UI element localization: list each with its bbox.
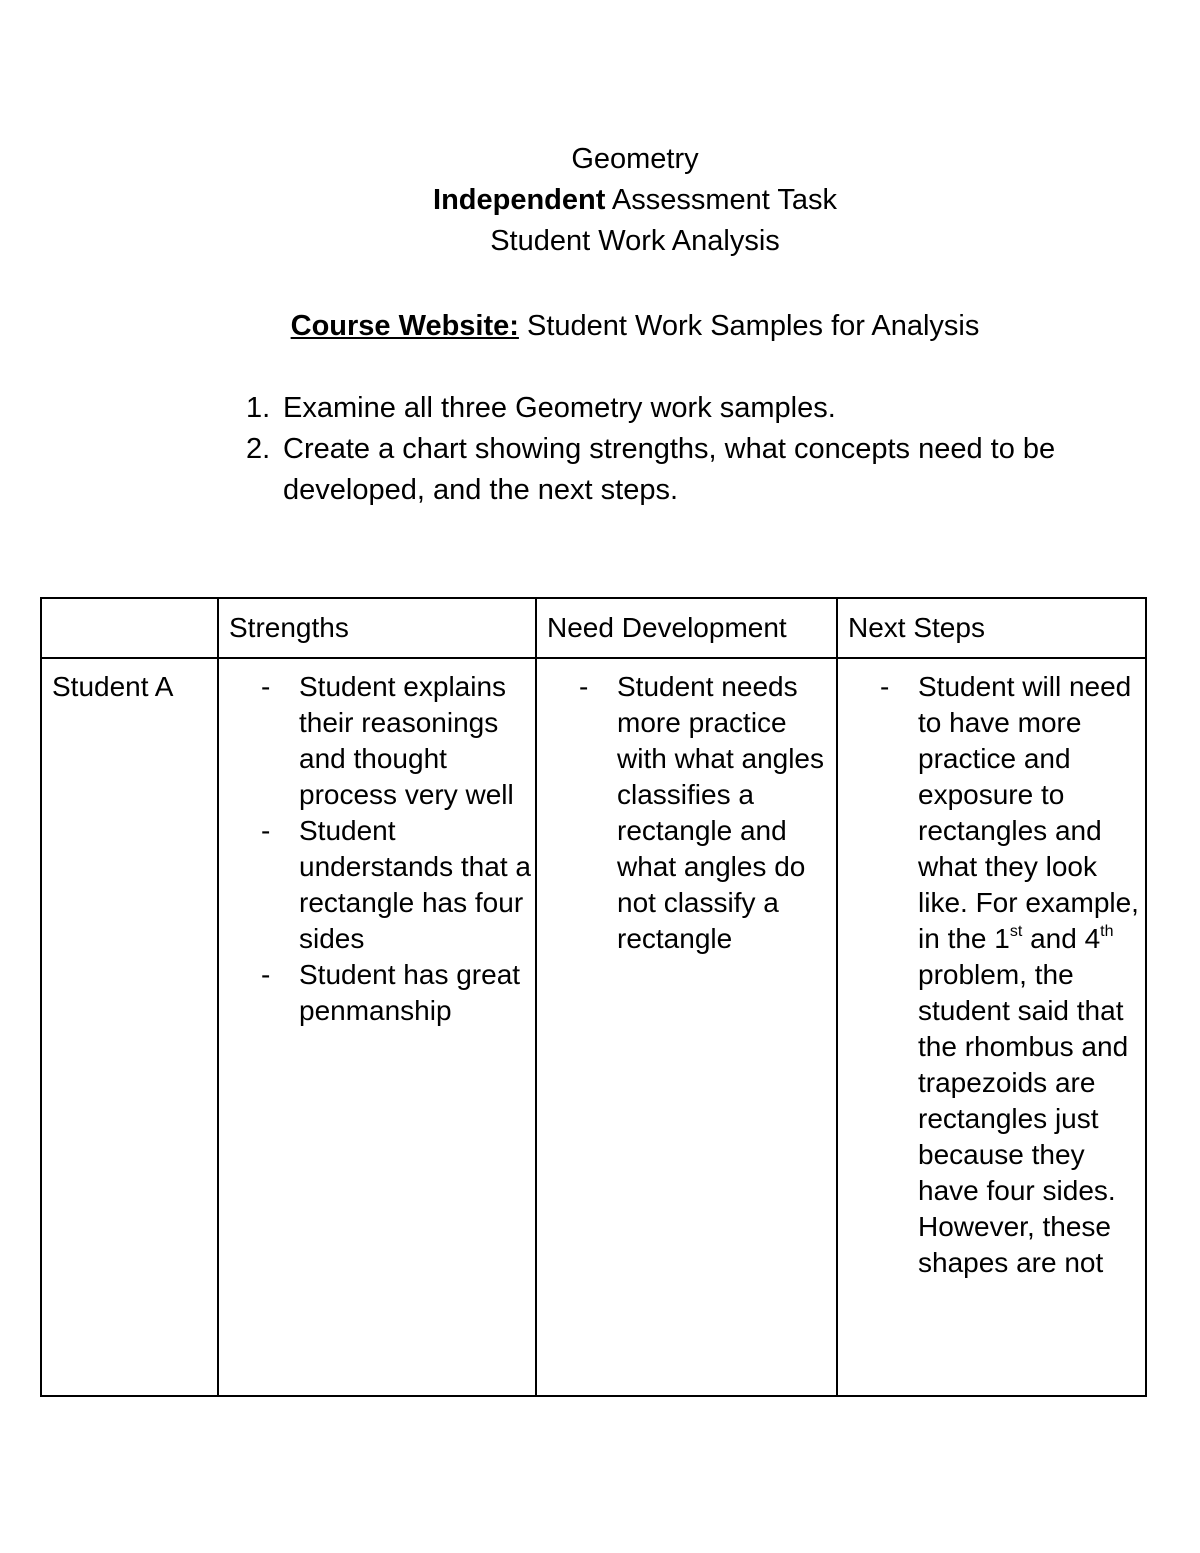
strengths-cell: [218, 658, 536, 1396]
course-website-line: [0, 306, 1200, 347]
list-item: [219, 669, 535, 813]
table-header-row: [41, 598, 1146, 658]
instruction-number: 2.: [246, 433, 271, 465]
list-item: [219, 813, 535, 957]
assessment-title: [0, 180, 1200, 221]
row-label-student-a: Student A: [41, 658, 218, 1396]
table-row: [41, 658, 1146, 1396]
dash-bullet: -: [880, 671, 890, 702]
instruction-item: [246, 429, 1066, 511]
instruction-text: Create a chart showing strengths, what concepts need to be developed, and the next steps.: [283, 433, 1056, 506]
assessment-title-bold: Independent: [433, 184, 606, 216]
need-development-cell: [536, 658, 837, 1396]
strength-text: Student explains their reasonings and thought process very well: [299, 671, 514, 810]
need-development-list: [537, 669, 836, 957]
header-cell-need-development: Need Development: [536, 598, 837, 658]
course-website-text: Student Work Samples for Analysis: [518, 310, 980, 342]
instruction-list: [246, 388, 1066, 511]
course-website-label: Course Website:: [290, 310, 519, 342]
dash-bullet: -: [261, 815, 271, 846]
ordinal-suffix-th: th: [1100, 923, 1114, 940]
next-steps-part2: and 4: [1022, 923, 1101, 954]
next-steps-part1: Student will need to have more practice and exposure to rectangles and what they look like. For example, in the 1: [918, 671, 1139, 954]
strength-text: Student has great penmanship: [299, 959, 521, 1026]
document-header: [0, 139, 1200, 262]
assessment-title-rest: Assessment Task: [605, 184, 837, 216]
header-cell-next-steps: Next Steps: [837, 598, 1146, 658]
instruction-text: Examine all three Geometry work samples.: [283, 392, 836, 424]
next-steps-part3: problem, the student said that the rhombus and trapezoids are rectangles just because they have four sides. However, these shapes are not: [918, 959, 1129, 1278]
next-steps-cell: [837, 658, 1146, 1396]
analysis-title: Student Work Analysis: [490, 225, 780, 257]
instruction-item: [246, 388, 1066, 429]
next-steps-text: [918, 671, 1139, 1278]
list-item: [537, 669, 836, 957]
subject-title: Geometry: [571, 143, 699, 175]
strength-text: Student understands that a rectangle has four sides: [299, 815, 531, 954]
strengths-list: [219, 669, 535, 1029]
list-item: [838, 669, 1145, 1281]
list-item: [219, 957, 535, 1029]
dash-bullet: -: [579, 671, 589, 702]
header-cell-empty: [41, 598, 218, 658]
analysis-table: [40, 597, 1147, 1397]
ordinal-suffix-st: st: [1009, 923, 1023, 940]
dash-bullet: -: [261, 671, 271, 702]
need-development-text: Student needs more practice with what angles classifies a rectangle and what angles do not classify a rectangle: [617, 671, 825, 954]
next-steps-list: [838, 669, 1145, 1281]
dash-bullet: -: [261, 959, 271, 990]
header-cell-strengths: Strengths: [218, 598, 536, 658]
instruction-number: 1.: [246, 392, 271, 424]
